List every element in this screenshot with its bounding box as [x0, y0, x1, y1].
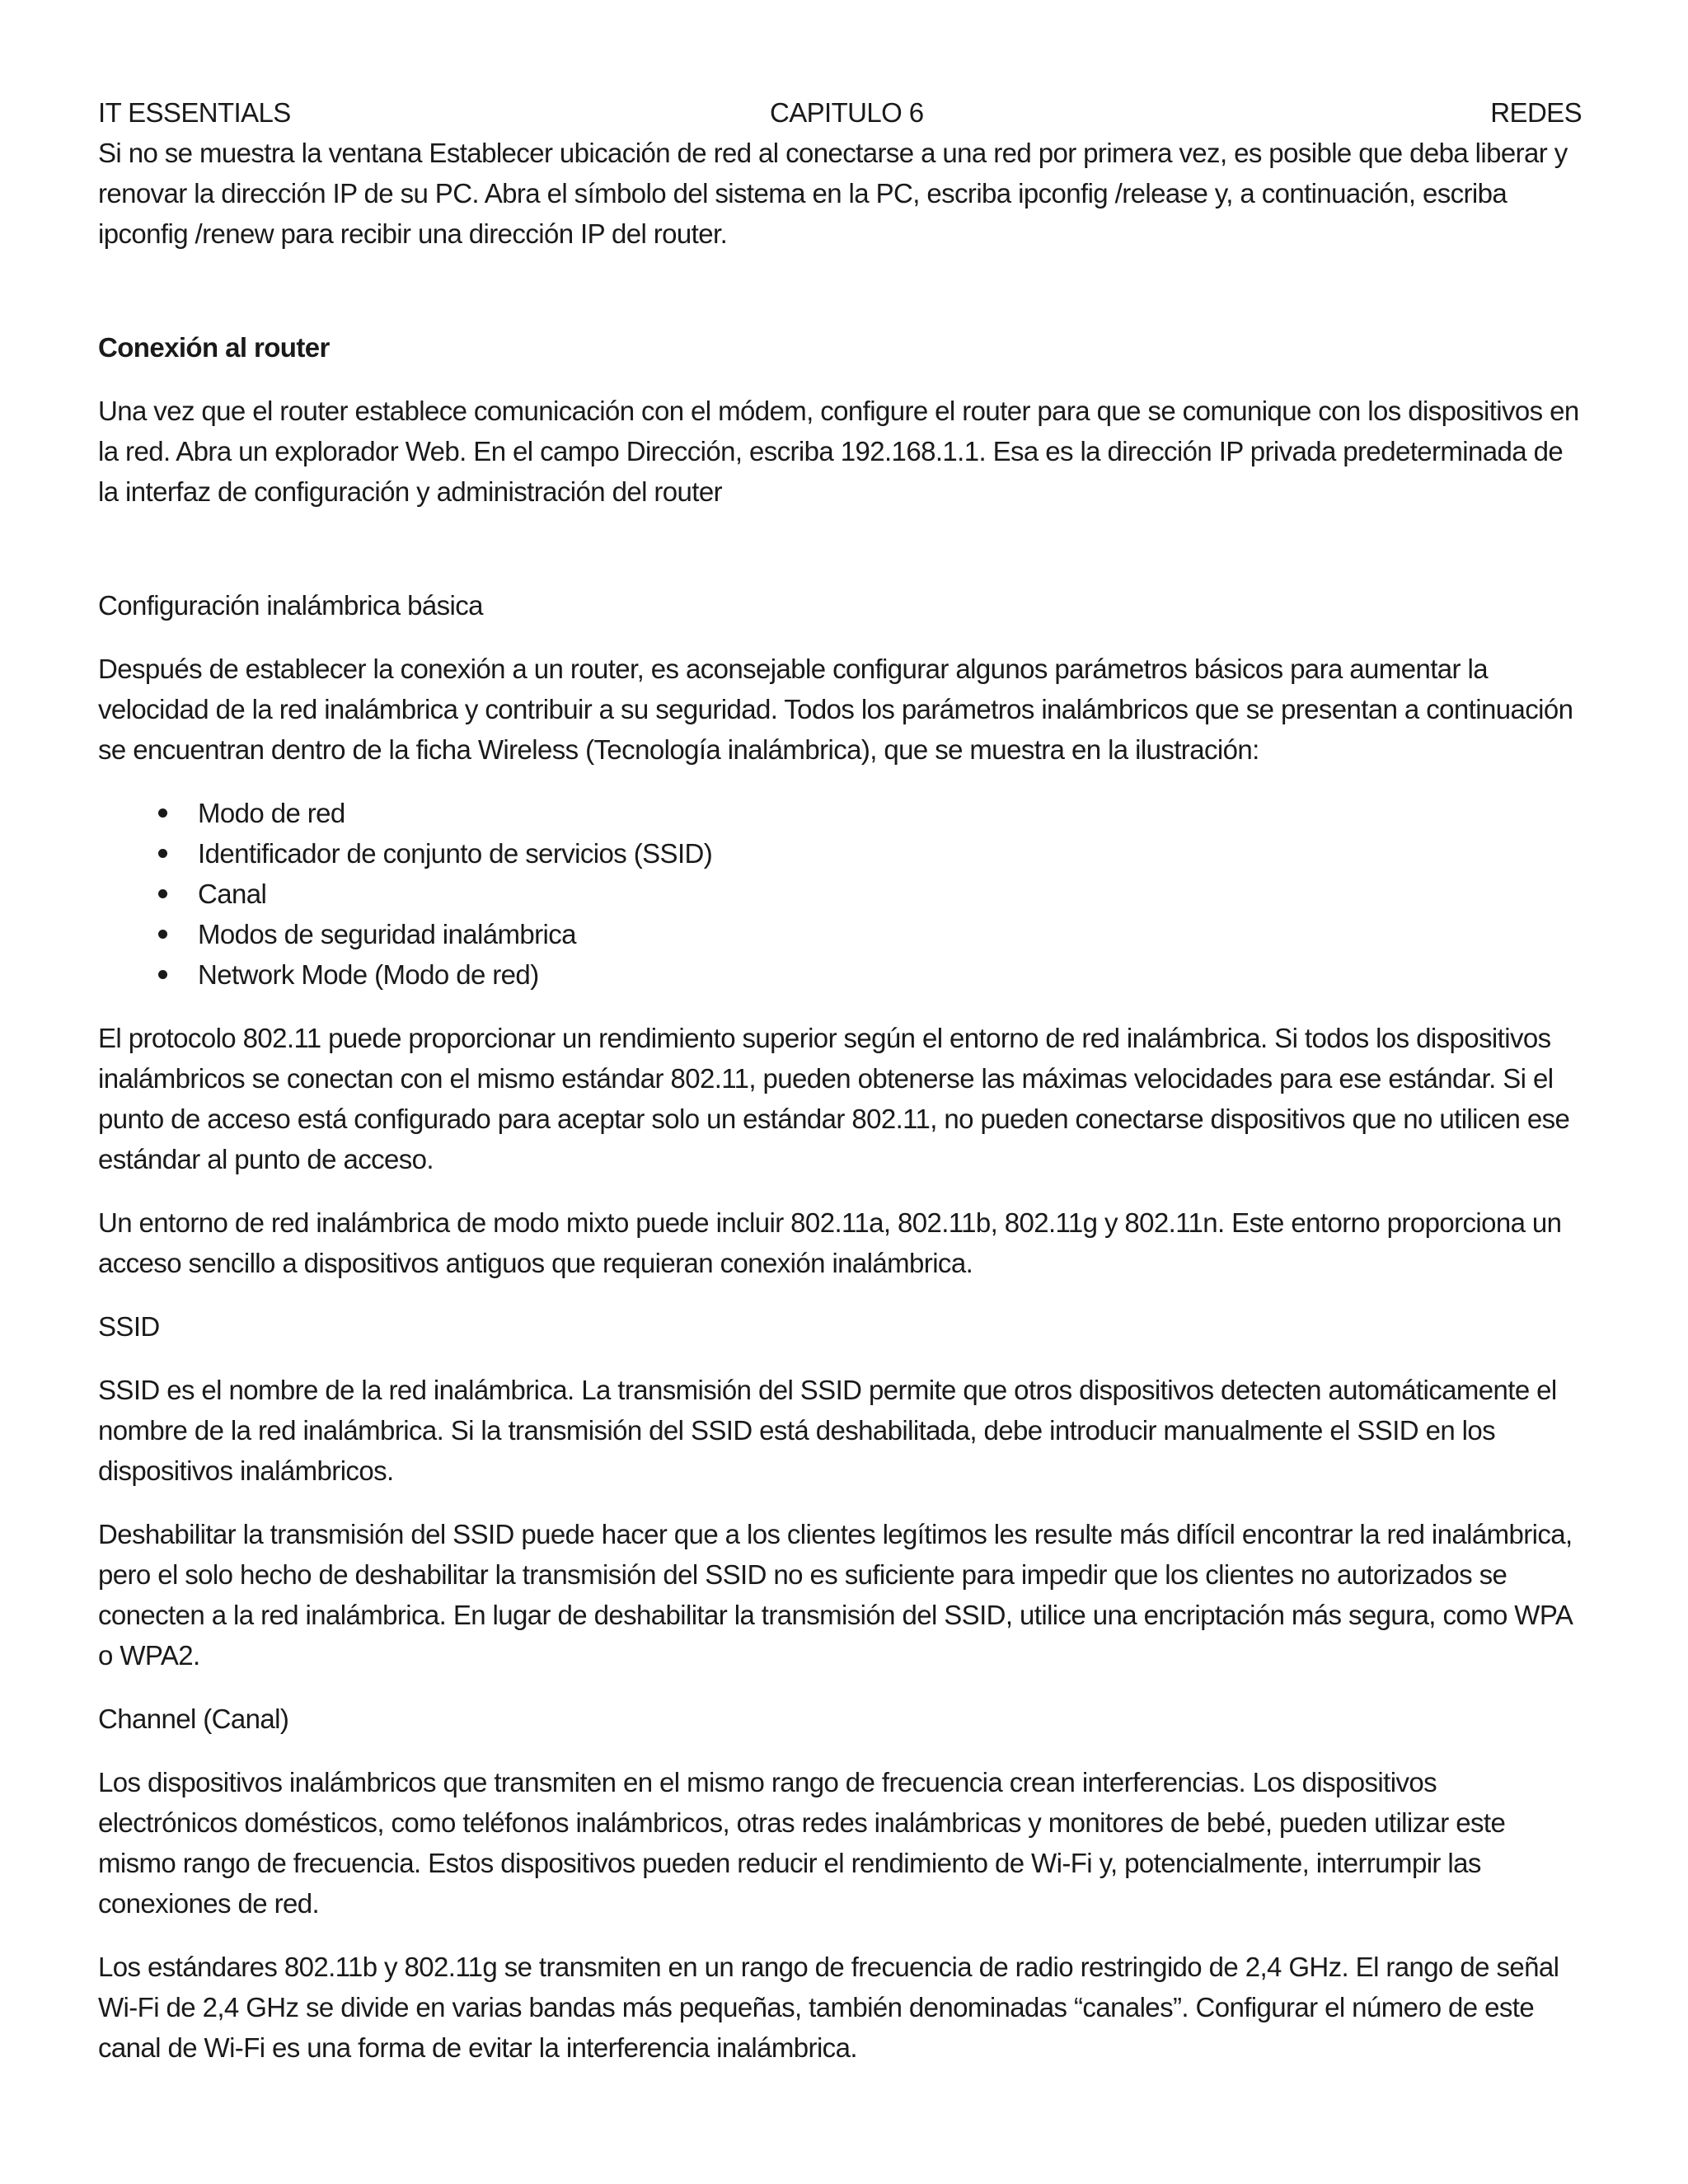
- list-item: [98, 833, 1582, 874]
- list-item: [98, 914, 1582, 954]
- basic-wireless-paragraph: Después de establecer la conexión a un router, es aconsejable configurar algunos parámetros básicos para aumentar la velocidad de la red inalámbrica y contribuir a su seguridad. Todos los parámetros inalámbricos que se presentan a continuación se encuentran dentro de la ficha Wireless (Tecnología inalámbrica), que se muestra en la ilustración:: [98, 654, 1573, 765]
- protocol-paragraph: El protocolo 802.11 puede proporcionar un rendimiento superior según el entorno de red inalámbrica. Si todos los dispositivos inalámbricos se conectan con el mismo estándar 802.11, pueden obtenerse las máximas velocidades para ese estándar. Si el punto de acceso está configurado para aceptar solo un estándar 802.11, no pueden conectarse dispositivos que no utilicen ese estándar al punto de acceso.: [98, 1023, 1570, 1174]
- ssid-paragraph: SSID es el nombre de la red inalámbrica. La transmisión del SSID permite que otros dispositivos detecten automáticamente el nombre de la red inalámbrica. Si la transmisión del SSID está deshabilitada, debe introducir manualmente el SSID en los dispositivos inalámbricos.: [98, 1375, 1557, 1486]
- heading-ssid: SSID: [98, 1311, 160, 1342]
- heading-basic-wireless: Configuración inalámbrica básica: [98, 590, 483, 621]
- standards-paragraph: Los estándares 802.11b y 802.11g se transmiten en un rango de frecuencia de radio restringido de 2,4 GHz. El rango de señal Wi-Fi de 2,4 GHz se divide en varias bandas más pequeñas, también denominadas “canales”. Configurar el número de este canal de Wi-Fi es una forma de evitar la interferencia inalámbrica.: [98, 1952, 1559, 2063]
- bullet-icon: [158, 808, 167, 818]
- list-item-label: Modos de seguridad inalámbrica: [198, 919, 576, 949]
- intro-paragraph: Si no se muestra la ventana Establecer ubicación de red al conectarse a una red por primera vez, es posible que deba liberar y renovar la dirección IP de su PC. Abra el símbolo del sistema en la PC, escriba ipconfig /release y, a continuación, escriba ipconfig /renew para recibir una dirección IP del router.: [98, 138, 1568, 249]
- bullet-icon: [158, 930, 167, 939]
- heading-router-connection: Conexión al router: [98, 332, 330, 363]
- page-header: [98, 92, 1582, 133]
- wireless-parameters-list: [98, 793, 1582, 995]
- document-page: [98, 92, 1582, 2091]
- heading-channel: Channel (Canal): [98, 1704, 289, 1734]
- header-topic: REDES: [1490, 97, 1582, 128]
- list-item-label: Network Mode (Modo de red): [198, 959, 539, 990]
- channel-paragraph: Los dispositivos inalámbricos que transmiten en el mismo rango de frecuencia crean interferencias. Los dispositivos electrónicos domésticos, como teléfonos inalámbricos, otras redes inalámbricas y monitores de bebé, pueden utilizar este mismo rango de frecuencia. Estos dispositivos pueden reducir el rendimiento de Wi-Fi y, potencialmente, interrumpir las conexiones de red.: [98, 1767, 1506, 1919]
- list-item-label: Canal: [198, 879, 267, 909]
- list-item: [98, 874, 1582, 914]
- router-paragraph: Una vez que el router establece comunicación con el módem, configure el router para que se comunique con los dispositivos en la red. Abra un explorador Web. En el campo Dirección, escriba 192.168.1.1. Esa es la dirección IP privada predeterminada de la interfaz de configuración y administración del router: [98, 396, 1579, 507]
- bullet-icon: [158, 889, 167, 898]
- header-course: IT ESSENTIALS: [98, 97, 291, 128]
- bullet-icon: [158, 849, 167, 858]
- mixed-mode-paragraph: Un entorno de red inalámbrica de modo mixto puede incluir 802.11a, 802.11b, 802.11g y 802.11n. Este entorno proporciona un acceso sencillo a dispositivos antiguos que requieran conexión inalámbrica.: [98, 1207, 1562, 1278]
- bullet-icon: [158, 970, 167, 979]
- list-item-label: Identificador de conjunto de servicios (SSID): [198, 838, 713, 869]
- header-chapter: CAPITULO 6: [770, 97, 924, 128]
- ssid-disable-paragraph: Deshabilitar la transmisión del SSID puede hacer que a los clientes legítimos les resulte más difícil encontrar la red inalámbrica, pero el solo hecho de deshabilitar la transmisión del SSID no es suficiente para impedir que los clientes no autorizados se conecten a la red inalámbrica. En lugar de deshabilitar la transmisión del SSID, utilice una encriptación más segura, como WPA o WPA2.: [98, 1519, 1573, 1671]
- list-item-label: Modo de red: [198, 798, 345, 828]
- list-item: [98, 954, 1582, 995]
- list-item: [98, 793, 1582, 833]
